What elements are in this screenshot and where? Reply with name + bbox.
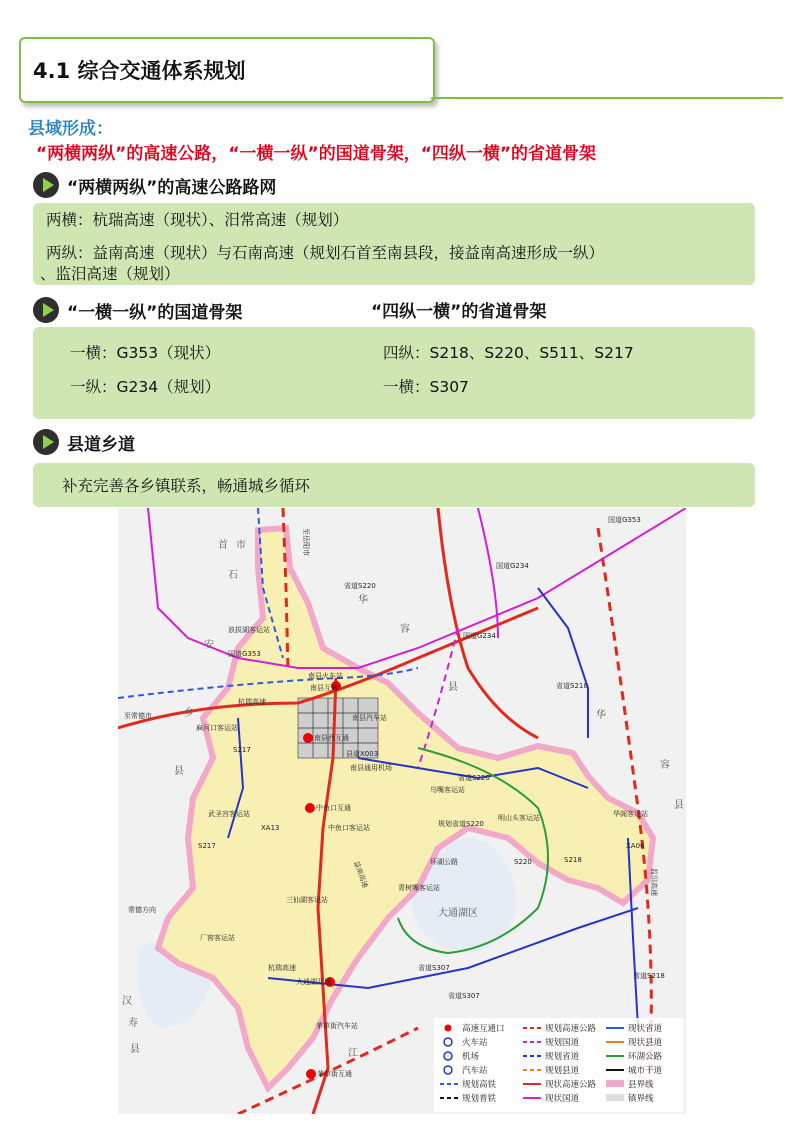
label-region-shou: 首 — [218, 540, 228, 551]
label-changde: 至常德市 — [124, 712, 152, 720]
legend-label: 县界线 — [628, 1080, 654, 1090]
legend-symbol — [444, 1038, 452, 1046]
expressway-line-2: 两纵：益南高速（现状）与石南高速（规划石首至南县段，接益南高速形成一纵） — [46, 244, 605, 262]
label-x003: 县道X003 — [346, 750, 379, 758]
label-g234-c: 国道G234 — [463, 632, 496, 640]
provincial-section-header — [371, 297, 546, 322]
legend-label: 城市干道 — [628, 1066, 663, 1076]
traffic-plan-map — [118, 508, 686, 1114]
county-line-1: 补充完善各乡镇联系，畅通城乡循环 — [62, 477, 311, 495]
summary-line: “两横两纵”的高速公路，“一横一纵”的国道骨架，“四纵一横”的省道骨架 — [36, 144, 597, 164]
provincial-section-title: “四纵一横”的省道骨架 — [371, 302, 547, 322]
national-line-1: 一横：G353（现状） — [70, 344, 221, 362]
section-title-box — [19, 37, 435, 103]
legend-label: 现状省道 — [628, 1024, 663, 1034]
label-s218-s: 省道S218 — [633, 972, 665, 980]
map-svg — [118, 508, 686, 1114]
play-bullet-icon — [33, 297, 59, 323]
label-s307-c: 省道S307 — [418, 964, 450, 972]
legend-label: 机场 — [462, 1052, 480, 1062]
legend-label: 规划高铁 — [462, 1080, 497, 1090]
label-bus-nanxian: 南县汽车站 — [352, 714, 387, 722]
legend-label: 规划普铁 — [462, 1094, 497, 1104]
label-maocaojie-ic: 茅草街互通 — [317, 1070, 352, 1078]
label-region-hua2: 华 — [596, 710, 606, 721]
expressway-line-1: 两横：杭瑞高速（现状）、汨常高速（规划） — [46, 211, 349, 229]
legend-label: 规划国道 — [545, 1038, 580, 1048]
label-g353-w: 国道G353 — [228, 650, 261, 658]
label-s220-n: 省道S220 — [344, 582, 376, 590]
label-region-xian-e: 县 — [674, 800, 684, 811]
label-bus-maocao: 茅草街汽车站 — [316, 1022, 358, 1030]
label-jianmi: 监汨高速 — [650, 868, 658, 896]
label-hangrui-e: 杭瑞高速 — [268, 964, 296, 972]
zhongyu-interchange-icon — [305, 803, 315, 813]
label-s220-c: 省道S220 — [458, 774, 490, 782]
label-xa13: XA13 — [261, 824, 280, 832]
national-section-header — [33, 297, 242, 323]
label-bus-sanxian: 三仙湖客运站 — [286, 896, 328, 904]
label-changde2: 常德方向 — [128, 906, 156, 914]
legend-label: 镇界线 — [628, 1094, 654, 1104]
label-bus-wusheng: 武圣宫客运站 — [208, 810, 250, 818]
page-title: 4.1 综合交通体系规划 — [33, 59, 246, 83]
label-region-rong2: 容 — [660, 760, 670, 771]
label-xa06: XA06 — [626, 842, 645, 850]
label-g353-ne: 国道G353 — [608, 516, 641, 524]
label-s218-e: 省道S218 — [556, 682, 588, 690]
label-s307-s: 省道S307 — [448, 992, 480, 1000]
label-g234-n: 国道G234 — [496, 562, 529, 570]
county-section-title: 县道乡道 — [67, 434, 135, 455]
label-yueyang: 至岳阳市 — [302, 528, 310, 556]
label-s217: S217 — [233, 746, 251, 754]
label-zhongyu-ic: 中鱼口互通 — [316, 804, 351, 812]
provincial-line-2: 一横：S307 — [383, 378, 469, 396]
label-bus-mingshan: 明山头客运站 — [498, 814, 540, 822]
label-region-shou2: 寿 — [128, 1018, 138, 1029]
expressway-section-title: “两横两纵”的高速公路路网 — [67, 177, 277, 198]
label-region-shi: 石 — [228, 570, 238, 581]
label-region-xian-n: 县 — [448, 682, 458, 693]
national-line-2: 一纵：G234（规划） — [70, 378, 221, 396]
legend-symbol — [445, 1025, 452, 1032]
legend-symbol — [444, 1052, 452, 1060]
label-bus-mahekou: 麻河口客运站 — [196, 724, 238, 732]
label-s218-c: S218 — [564, 856, 582, 864]
label-region-xian-s: 县 — [130, 1044, 140, 1055]
label-region-jiang: 江 — [348, 1048, 358, 1059]
label-region-xian-w: 县 — [174, 766, 184, 777]
label-plan-s220: 规划省道S220 — [438, 820, 484, 828]
label-region-shi2: 市 — [236, 540, 246, 551]
provincial-line-1: 四纵：S218、S220、S511、S217 — [383, 344, 634, 362]
label-region-an: 安 — [204, 640, 214, 651]
legend-item — [444, 1051, 480, 1062]
label-region-rong: 容 — [400, 624, 410, 635]
expressway-section-header — [33, 172, 276, 198]
legend-symbol — [444, 1066, 452, 1074]
label-nanxian-station: 南县火车站 — [308, 672, 343, 680]
national-section-title: “一横一纵”的国道骨架 — [67, 302, 243, 323]
legend-label: 环湖公路 — [628, 1052, 663, 1062]
play-bullet-icon — [33, 172, 59, 198]
legend-label: 规划县道 — [545, 1066, 580, 1076]
label-huanhu: 环湖公路 — [430, 858, 458, 866]
legend-label: 现状县道 — [628, 1038, 663, 1048]
map-legend — [434, 1018, 684, 1112]
legend-symbol — [606, 1094, 624, 1101]
label-bus-qingshu: 青树嘴客运站 — [398, 884, 440, 892]
label-s217-w: S217 — [198, 842, 216, 850]
legend-label: 现状高速公路 — [545, 1080, 597, 1090]
legend-label: 火车站 — [462, 1038, 488, 1048]
label-yinan: 益南高速 — [352, 859, 370, 889]
legend-label: 汽车站 — [462, 1066, 488, 1076]
label-hangrui: 杭瑞高速 — [238, 698, 266, 706]
expressway-line-3: 、监汨高速（规划） — [40, 265, 180, 283]
label-s220-e: S220 — [514, 858, 532, 866]
label-bus-wuzui: 乌嘴客运站 — [430, 786, 465, 794]
label-datonghu-ic: 大通湖互通 — [296, 978, 331, 986]
maocaojie-interchange-icon — [306, 1069, 316, 1079]
legend-label: 现状国道 — [545, 1094, 580, 1104]
label-airport: 南县通用机场 — [350, 764, 392, 772]
label-region-hua: 华 — [358, 595, 368, 606]
nanxian-west-interchange-icon — [303, 733, 313, 743]
play-bullet-icon — [33, 429, 59, 455]
label-bus-langba: 浪拔湖客运站 — [228, 626, 270, 634]
legend-label: 规划省道 — [545, 1052, 580, 1062]
label-region-xiang: 乡 — [184, 708, 194, 719]
county-section-header — [33, 429, 135, 455]
label-region-han: 汉 — [122, 996, 132, 1007]
label-bus-guangjing: 厂窖客运站 — [200, 934, 235, 942]
legend-symbol — [606, 1080, 624, 1087]
label-nanxian-ic: 南县互通 — [310, 684, 338, 692]
legend-label: 规划高速公路 — [545, 1024, 597, 1034]
legend-label: 高速互通口 — [462, 1024, 505, 1034]
title-divider — [431, 97, 783, 99]
subheading: 县域形成： — [28, 119, 113, 139]
label-nanxian-west-ic: 南县西互通 — [314, 734, 349, 742]
label-bus-huage: 华阁客运站 — [613, 810, 648, 818]
label-lake: 大通湖区 — [438, 908, 478, 919]
label-bus-zhongyu: 中鱼口客运站 — [328, 824, 370, 832]
